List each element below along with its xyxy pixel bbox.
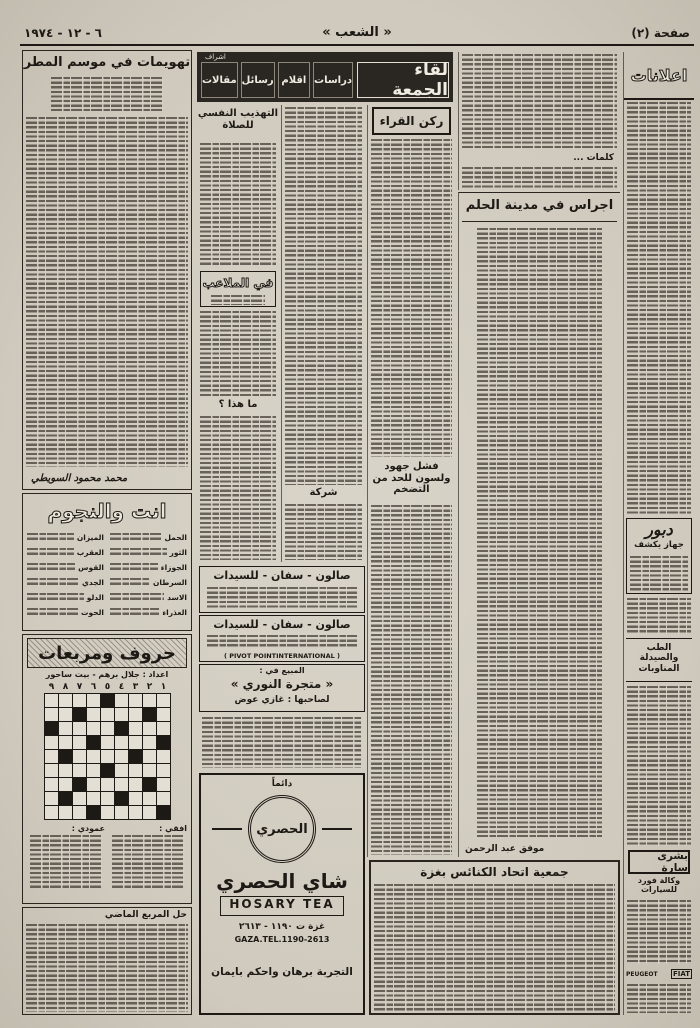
page-header [20, 18, 694, 46]
churches-notice-title: جمعية اتحاد الكنائس بغزة [420, 865, 569, 879]
supervision-label: اشراف [205, 53, 226, 61]
nouri-store-name: « متجرة النوري » [230, 677, 334, 691]
ads-column-title: اعلانات [624, 52, 694, 100]
horoscope-entry [110, 560, 187, 575]
words-section [458, 52, 620, 190]
crossword-cell [73, 764, 86, 777]
across-label: افقي : [159, 824, 187, 833]
solution-text [26, 924, 188, 1012]
decor-bar [322, 828, 352, 830]
sign-name: الجدي [82, 578, 104, 587]
newspaper-name: « الشعب » [322, 25, 392, 40]
crossword-cell [101, 792, 114, 805]
crossword-cell [73, 722, 86, 735]
crossword-clues [23, 820, 191, 890]
banner-title: لقاء الجمعة [357, 62, 449, 98]
tea-emblem: الحصري [248, 795, 316, 863]
crossword-cell [45, 764, 58, 777]
crossword-cell [59, 694, 72, 707]
sign-name: الميزان [76, 533, 104, 542]
crossword-cell [157, 694, 170, 707]
crossword-cell [143, 736, 156, 749]
pharmacies-text [627, 686, 691, 846]
crossword-cell [45, 792, 58, 805]
banner-section: رسائل [241, 62, 275, 98]
issue-date: ٦ - ١٢ - ١٩٧٤ [24, 26, 102, 40]
column-number: ٦ [90, 682, 97, 692]
crossword-cell [129, 694, 142, 707]
horoscope-entry [110, 575, 187, 590]
crossword-cell [157, 708, 170, 721]
crossword-cell [59, 722, 72, 735]
sports-title: في الملاعب [202, 276, 274, 290]
crossword-cell [101, 778, 114, 791]
salon-ad-1 [199, 566, 365, 613]
sign-name: الاسد [167, 593, 187, 602]
crossword-cell [115, 778, 128, 791]
crossword-cell [129, 806, 142, 819]
ford-agency-title: وكالة فورد للسيارات [637, 876, 681, 895]
classified-text-2 [627, 598, 691, 634]
words-text [462, 167, 617, 188]
readers-corner-title: ركن القراء [372, 107, 451, 135]
classified-text [627, 102, 691, 514]
horoscope-text [110, 578, 150, 587]
salon-ad-2-note: ( PIVOT POINTINTERNATIONAL ) [223, 652, 341, 660]
horoscope-text [27, 608, 78, 617]
crossword-cell [115, 736, 128, 749]
salon-ad-2 [199, 615, 365, 662]
dabbour-headline: جهاز يكشف [634, 540, 684, 550]
column-number: ٣ [132, 682, 139, 692]
sign-name: العقرب [76, 548, 104, 557]
crossword-black-cell [101, 694, 114, 707]
crossword-cell [143, 750, 156, 763]
crossword-cell [115, 750, 128, 763]
hosary-tea-ad [199, 773, 365, 1015]
ads-column [623, 52, 694, 1015]
sports-section [200, 271, 276, 307]
crossword-cell [73, 806, 86, 819]
article-byline: محمد محمود السويطي [31, 473, 128, 484]
title-rule [462, 221, 617, 222]
article-intro-text [51, 77, 163, 111]
crossword-black-cell [115, 792, 128, 805]
down-clues [27, 824, 105, 890]
crossword-black-cell [73, 778, 86, 791]
across-clue-text [112, 835, 184, 888]
crossword-cell [115, 764, 128, 777]
horoscope-text [110, 548, 167, 557]
crossword-cell [87, 722, 100, 735]
crossword-cell [73, 694, 86, 707]
sign-name: العذراء [162, 608, 187, 617]
crossword-cell [157, 778, 170, 791]
solution-title: حل المربع الماضي [104, 910, 187, 920]
column-number: ٤ [118, 682, 125, 692]
crossword-black-cell [143, 708, 156, 721]
words-title: كلمات ... [573, 153, 614, 163]
prayer-article-title: التهذيب النفسي للصلاة [197, 108, 279, 131]
inflation-article-text [371, 505, 452, 855]
horoscope-text [27, 578, 79, 587]
crossword-black-cell [87, 736, 100, 749]
horoscope-entry [110, 590, 187, 605]
sign-name: الثور [169, 548, 187, 557]
company-text [285, 504, 362, 560]
tea-always: دائماً [271, 779, 293, 789]
crossword-black-cell [157, 736, 170, 749]
car-ads-text [627, 984, 691, 1013]
horoscope-text [27, 563, 75, 572]
column-number: ٥ [104, 682, 111, 692]
crossword-cell [45, 694, 58, 707]
poem-title: اجراس في مدينة الحلم [465, 198, 614, 213]
crossword-black-cell [73, 708, 86, 721]
churches-notice-text [374, 884, 615, 1011]
sign-name: الحمل [164, 533, 187, 542]
article-body-text [26, 117, 188, 467]
crossword-cell [59, 764, 72, 777]
crossword-black-cell [129, 750, 142, 763]
horoscope-text [110, 593, 164, 602]
crossword-grid [44, 693, 171, 820]
article-rain-season [22, 50, 192, 490]
decor-bar [212, 828, 242, 830]
center-column-a [197, 105, 279, 562]
column-number: ٧ [76, 682, 83, 692]
crossword-cell [157, 750, 170, 763]
crossword-black-cell [101, 764, 114, 777]
crossword-cell [87, 708, 100, 721]
banner-section: دراسات [313, 62, 353, 98]
poem-verses [477, 228, 602, 837]
banner-sections [201, 62, 353, 98]
crossword-cell [45, 708, 58, 721]
horoscope-entry [110, 545, 187, 560]
salon-ad-2-title: صالون - سفان - للسيدات [213, 618, 351, 631]
crossword-cell [73, 736, 86, 749]
crossword-column-numbers [44, 681, 171, 693]
inflation-article-title: فشل جهود ولسون للحد من التضخم [372, 461, 451, 495]
crossword-cell [115, 708, 128, 721]
crossword-cell [129, 764, 142, 777]
crossword-cell [129, 708, 142, 721]
article-title: تهويمات في موسم المطر [23, 55, 191, 70]
crossword-cell [101, 722, 114, 735]
tea-phone-english: GAZA.TEL.1190-2613 [234, 935, 330, 944]
good-news-title: بشرى سارة [628, 850, 690, 874]
crossword-cell [59, 778, 72, 791]
crossword-cell [87, 694, 100, 707]
horoscope-entry [27, 605, 104, 620]
horoscope-text [27, 593, 84, 602]
fiat-logo: FIAT [672, 970, 690, 978]
crossword-cell [73, 750, 86, 763]
crossword-cell [73, 792, 86, 805]
sign-name: الدلو [86, 593, 104, 602]
horoscope-text [110, 608, 159, 617]
crossword-cell [143, 806, 156, 819]
sign-name: الجوزاء [160, 563, 187, 572]
prayer-article-text [200, 143, 276, 267]
company-title: شركة [309, 487, 338, 498]
tea-slogan: التجربة برهان واحكم بايمان [211, 966, 353, 978]
salon-ad-1-title: صالون - سفان - للسيدات [213, 569, 351, 582]
peugeot-logo: PEUGEOT [626, 970, 658, 978]
page-number: صفحة (٢) [631, 26, 690, 40]
horoscope-entry [27, 590, 104, 605]
crossword-cell [45, 806, 58, 819]
horoscope-text [110, 533, 161, 542]
crossword-black-cell [87, 806, 100, 819]
column-number: ٩ [48, 682, 55, 692]
crossword-title: حروف ومربعات [27, 638, 187, 668]
crossword-cell [157, 764, 170, 777]
crossword-cell [129, 722, 142, 735]
poem-column [458, 192, 620, 857]
nouri-store-ad [199, 664, 365, 712]
car-brands [624, 966, 694, 982]
crossword-cell [45, 750, 58, 763]
horoscope-list [23, 528, 191, 630]
crossword-cell [45, 736, 58, 749]
banner-section: اقلام [278, 62, 310, 98]
horoscope-text [27, 533, 74, 542]
horoscope-text [27, 548, 74, 557]
friday-meeting-banner [197, 52, 453, 102]
filler-text [202, 717, 362, 768]
tea-name-english: HOSARY TEA [220, 896, 343, 916]
crossword-puzzle [22, 634, 192, 904]
crossword-black-cell [59, 750, 72, 763]
tea-emblem-row [212, 792, 352, 866]
crossword-black-cell [59, 792, 72, 805]
crossword-cell [115, 806, 128, 819]
words-upper-text [462, 54, 617, 150]
churches-union-notice [369, 860, 620, 1015]
dabbour-ad [626, 518, 692, 594]
crossword-cell [101, 708, 114, 721]
column-number: ١ [160, 682, 167, 692]
crossword-cell [143, 792, 156, 805]
ads-filler-text [199, 715, 365, 770]
poem-author: موفق عبد الرحمن [465, 844, 545, 854]
sports-article-text [200, 311, 276, 397]
nouri-owner: لصاحبها : غازي عوض [234, 695, 330, 705]
center-column-b [281, 105, 365, 562]
down-label: عمودي : [71, 824, 105, 833]
dabbour-text [630, 556, 688, 591]
horoscope-entry [27, 530, 104, 545]
crossword-author: اعداد : جلال برهم - بيت ساحور [45, 670, 169, 679]
crossword-black-cell [45, 722, 58, 735]
horoscope-entry [110, 530, 187, 545]
column-number: ٢ [146, 682, 153, 692]
crossword-cell [45, 778, 58, 791]
crossword-cell [143, 722, 156, 735]
what-is-this-text [200, 416, 276, 560]
readers-corner-text [371, 139, 452, 457]
crossword-cell [59, 708, 72, 721]
horoscope-title: انت والنجوم [47, 499, 167, 523]
pharmacies-title: الطب والصيدلة المناوبات [626, 638, 692, 682]
crossword-cell [87, 792, 100, 805]
tea-name-arabic: شاي الحصري [216, 869, 348, 893]
nouri-intro: المبيع في : [259, 666, 305, 675]
crossword-cell [87, 778, 100, 791]
crossword-cell [101, 806, 114, 819]
crossword-cell [101, 750, 114, 763]
crossword-black-cell [115, 722, 128, 735]
salon-ad-1-text [207, 587, 357, 610]
dabbour-brand: دبور [645, 520, 673, 539]
crossword-cell [115, 694, 128, 707]
crossword-cell [59, 736, 72, 749]
column-b-text [285, 107, 362, 485]
salon-ad-2-text [207, 635, 357, 649]
banner-section: مقالات [201, 62, 238, 98]
crossword-cell [143, 764, 156, 777]
crossword-cell [157, 722, 170, 735]
sports-byline-text [211, 295, 265, 305]
what-is-this-title: ما هذا ؟ [218, 399, 258, 410]
crossword-cell [129, 778, 142, 791]
tea-phone-arabic: غزة ت ١١٩٠ - ٢٦١٣ [238, 922, 326, 932]
horoscope-entry [27, 560, 104, 575]
crossword-cell [157, 792, 170, 805]
crossword-cell [87, 764, 100, 777]
ford-agency-text [627, 900, 691, 964]
center-column-c [367, 105, 455, 857]
horoscope-entry [27, 545, 104, 560]
sign-name: الحوت [80, 608, 104, 617]
crossword-black-cell [143, 778, 156, 791]
horoscope-entry [110, 605, 187, 620]
crossword-cell [129, 736, 142, 749]
down-clue-text [30, 835, 102, 888]
horoscope-box [22, 493, 192, 631]
crossword-cell [87, 750, 100, 763]
sign-name: السرطان [153, 578, 187, 587]
crossword-black-cell [157, 806, 170, 819]
crossword-cell [143, 694, 156, 707]
crossword-cell [59, 806, 72, 819]
across-clues [109, 824, 187, 890]
sign-name: القوس [78, 563, 104, 572]
previous-solution [22, 907, 192, 1015]
crossword-cell [101, 736, 114, 749]
column-number: ٨ [62, 682, 69, 692]
horoscope-text [110, 563, 158, 572]
crossword-cell [129, 792, 142, 805]
horoscope-entry [27, 575, 104, 590]
